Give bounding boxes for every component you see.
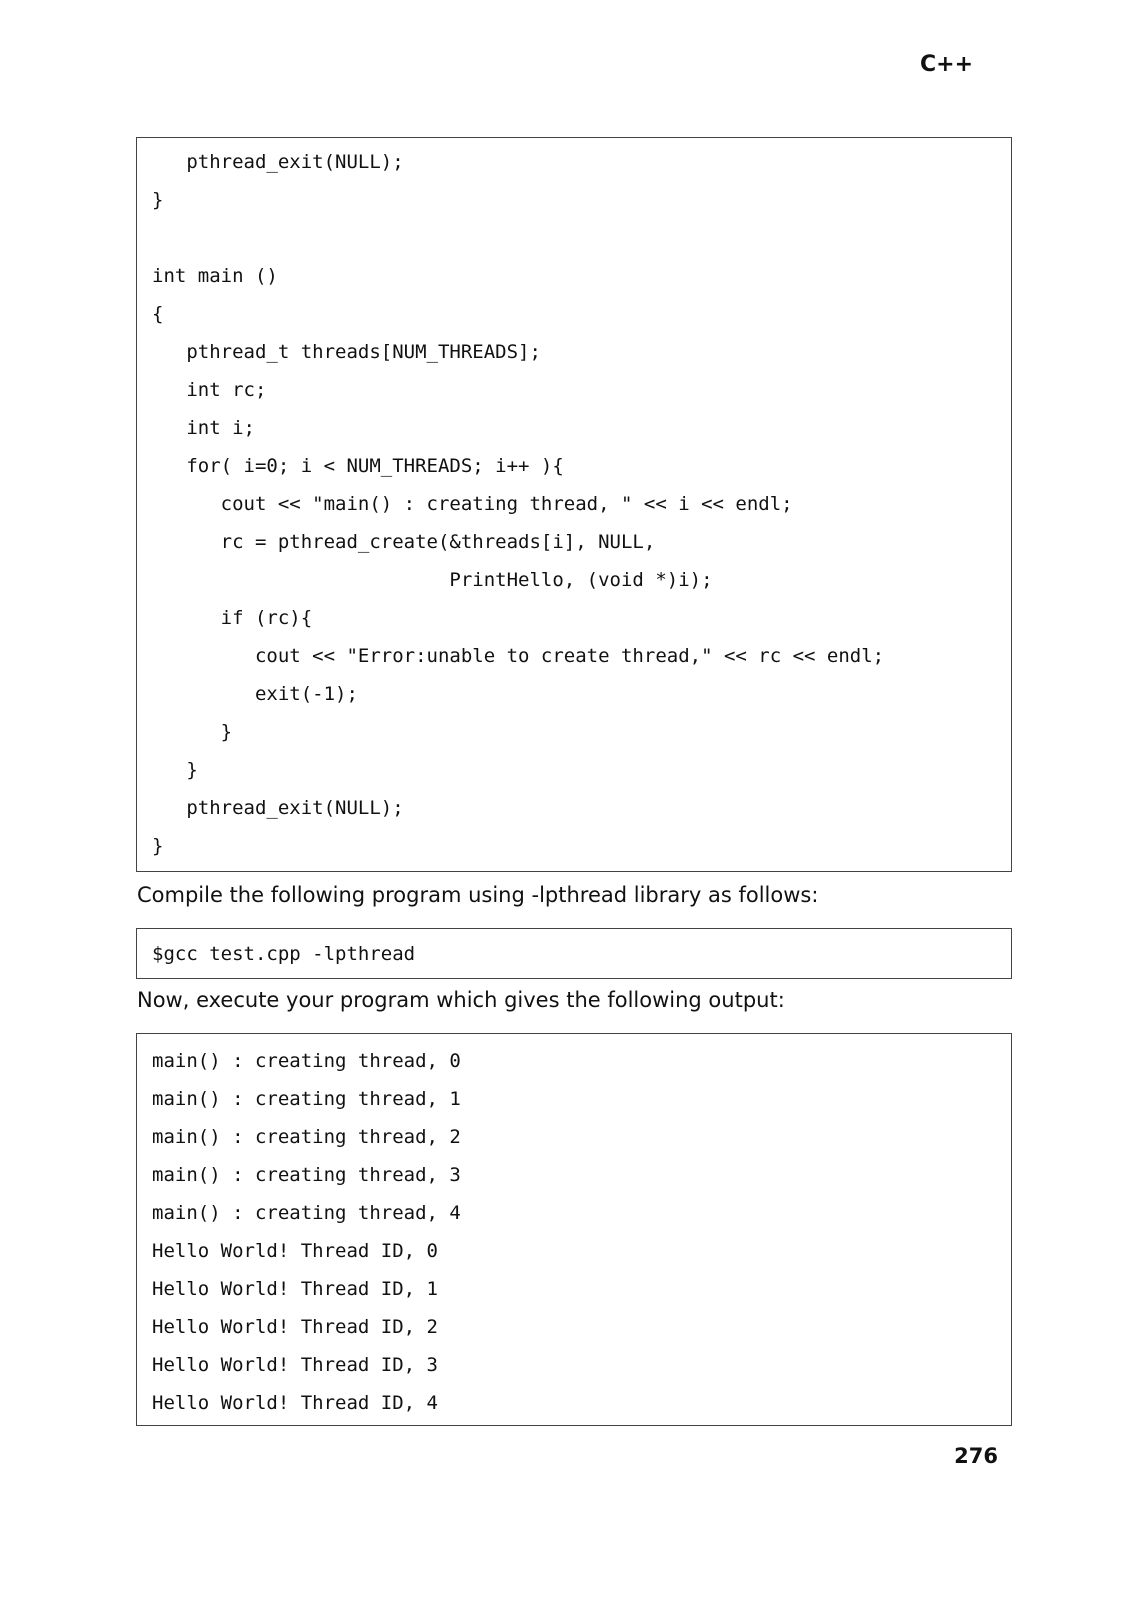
output-line: main() : creating thread, 4 — [152, 1202, 461, 1224]
code-line — [152, 219, 1011, 257]
code-line: int main () — [152, 265, 278, 287]
page-header-title: C++ — [919, 52, 973, 77]
code-line: } — [152, 189, 164, 211]
output-line: main() : creating thread, 1 — [152, 1088, 461, 1110]
code-line: pthread_exit(NULL); — [152, 797, 404, 819]
execute-instruction-text: Now, execute your program which gives the following output: — [137, 988, 785, 1012]
code-line: $gcc test.cpp -lpthread — [152, 943, 416, 965]
code-line: } — [152, 721, 233, 743]
page-number: 276 — [954, 1444, 998, 1468]
output-line: Hello World! Thread ID, 3 — [152, 1354, 438, 1376]
output-line: main() : creating thread, 3 — [152, 1164, 461, 1186]
code-line: PrintHello, (void *)i); — [152, 569, 713, 591]
compile-instruction-text: Compile the following program using -lpthread library as follows: — [137, 883, 819, 907]
code-line: int rc; — [152, 379, 267, 401]
code-block-thread-main — [136, 137, 1012, 872]
code-line: { — [152, 303, 164, 325]
code-line: pthread_exit(NULL); — [152, 151, 404, 173]
output-line: Hello World! Thread ID, 0 — [152, 1240, 438, 1262]
output-line: Hello World! Thread ID, 1 — [152, 1278, 438, 1300]
code-line: } — [152, 835, 164, 857]
output-line: Hello World! Thread ID, 4 — [152, 1392, 438, 1414]
code-line: for( i=0; i < NUM_THREADS; i++ ){ — [152, 455, 564, 477]
code-block-program-output — [136, 1033, 1012, 1426]
code-line: if (rc){ — [152, 607, 313, 629]
code-line: rc = pthread_create(&threads[i], NULL, — [152, 531, 656, 553]
code-line: int i; — [152, 417, 255, 439]
output-line: main() : creating thread, 0 — [152, 1050, 461, 1072]
code-line: exit(-1); — [152, 683, 358, 705]
code-line: pthread_t threads[NUM_THREADS]; — [152, 341, 541, 363]
code-line: } — [152, 759, 198, 781]
code-block-compile-command — [136, 928, 1012, 979]
code-line: cout << "main() : creating thread, " << i << endl; — [152, 493, 793, 515]
output-line: main() : creating thread, 2 — [152, 1126, 461, 1148]
output-line: Hello World! Thread ID, 2 — [152, 1316, 438, 1338]
code-line: cout << "Error:unable to create thread," << rc << endl; — [152, 645, 885, 667]
